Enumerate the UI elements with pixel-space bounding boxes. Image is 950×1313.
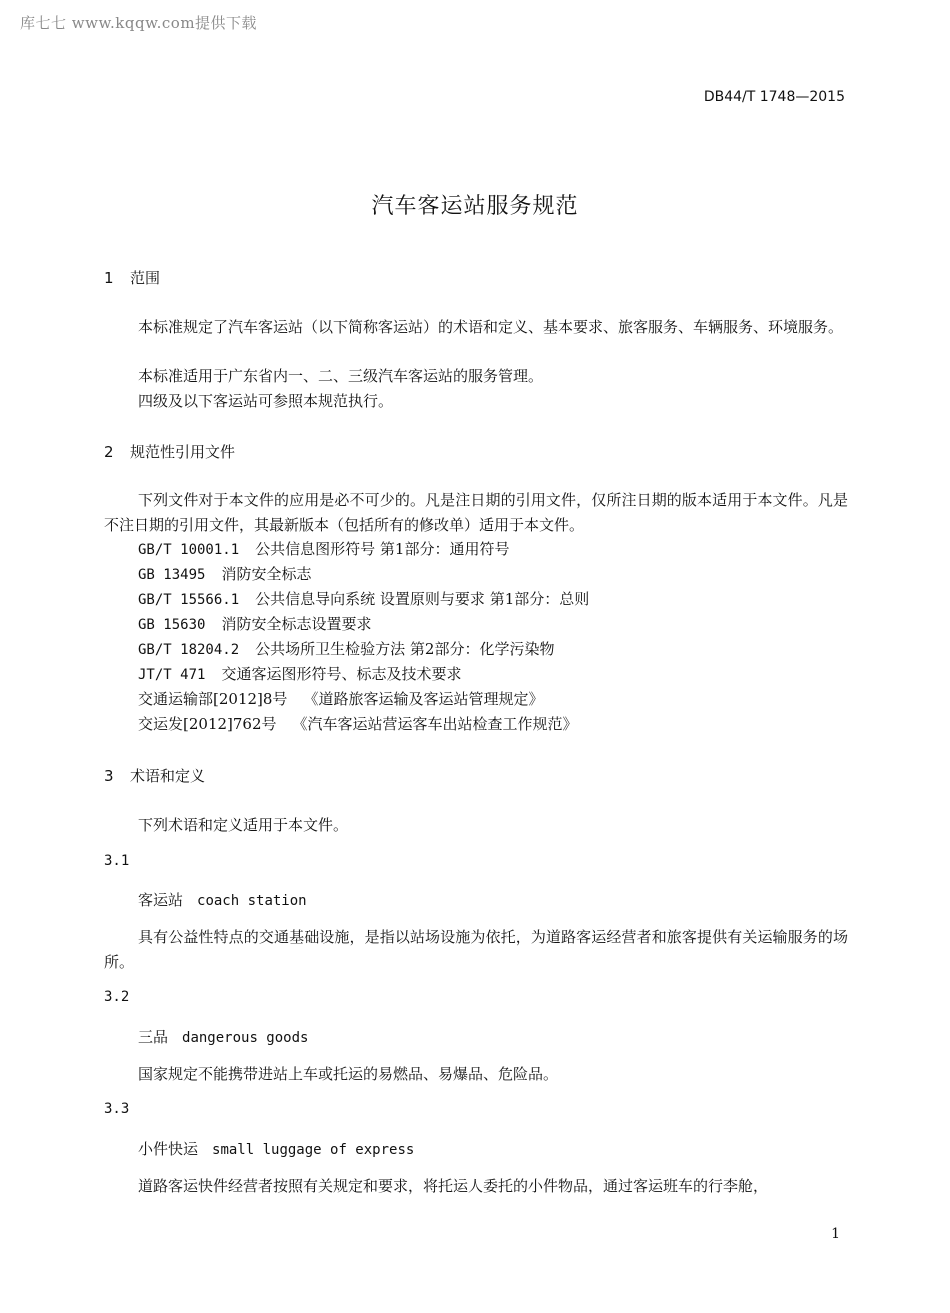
reference-code: JT/T 471 bbox=[138, 667, 206, 683]
section-number: 3 bbox=[104, 767, 114, 785]
reference-code: 交运发[2012]762号 bbox=[138, 715, 277, 733]
reference-item bbox=[138, 688, 543, 709]
paragraph: 本标准规定了汽车客运站（以下简称客运站）的术语和定义、基本要求、旅客服务、车辆服务、环境服务。 bbox=[138, 318, 844, 336]
reference-code: GB/T 15566.1 bbox=[138, 592, 240, 608]
paragraph: 下列术语和定义适用于本文件。 bbox=[138, 816, 349, 834]
section-title: 规范性引用文件 bbox=[130, 443, 236, 461]
term-cn: 小件快运 bbox=[138, 1140, 199, 1158]
reference-item bbox=[138, 638, 554, 659]
term-cn: 客运站 bbox=[138, 891, 184, 909]
reference-title: 消防安全标志 bbox=[221, 565, 312, 583]
reference-title: 公共信息图形符号 第1部分：通用符号 bbox=[255, 540, 510, 558]
reference-item bbox=[138, 563, 311, 584]
reference-item bbox=[138, 713, 578, 734]
term-definition: 国家规定不能携带进站上车或托运的易燃品、易爆品、危险品。 bbox=[138, 1065, 559, 1083]
section-title: 术语和定义 bbox=[130, 767, 206, 785]
section-title: 范围 bbox=[130, 269, 161, 287]
section-heading-scope bbox=[104, 267, 160, 288]
reference-code: GB/T 18204.2 bbox=[138, 642, 240, 658]
subsection-number: 3.1 bbox=[104, 853, 130, 869]
reference-code: 交通运输部[2012]8号 bbox=[138, 690, 288, 708]
term-en: coach station bbox=[197, 893, 307, 909]
term-entry bbox=[138, 1138, 414, 1159]
reference-code: GB 13495 bbox=[138, 567, 206, 583]
page-title: 汽车客运站服务规范 bbox=[371, 194, 579, 219]
term-definition: 道路客运快件经营者按照有关规定和要求，将托运人委托的小件物品，通过客运班车的行李舱， bbox=[138, 1177, 769, 1195]
term-definition: 具有公益性特点的交通基础设施，是指以站场设施为依托，为道路客运经营者和旅客提供有关运输服务的场所。 bbox=[104, 928, 848, 971]
paragraph: 本标准适用于广东省内一、二、三级汽车客运站的服务管理。 bbox=[138, 367, 544, 385]
section-heading-normative-references bbox=[104, 441, 235, 462]
term-entry bbox=[138, 889, 307, 910]
reference-title: 《汽车客运站营运客车出站检查工作规范》 bbox=[292, 715, 578, 733]
term-cn: 三品 bbox=[138, 1028, 169, 1046]
page-number: 1 bbox=[831, 1226, 840, 1242]
section-number: 1 bbox=[104, 269, 114, 287]
watermark: 库七七 www.kqqw.com提供下载 bbox=[20, 14, 258, 32]
document-number: DB44/T 1748—2015 bbox=[703, 89, 845, 105]
reference-title: 公共场所卫生检验方法 第2部分：化学污染物 bbox=[255, 640, 555, 658]
reference-title: 公共信息导向系统 设置原则与要求 第1部分：总则 bbox=[255, 590, 590, 608]
reference-title: 《道路旅客运输及客运站管理规定》 bbox=[303, 690, 544, 708]
reference-item bbox=[138, 588, 589, 609]
reference-item bbox=[138, 538, 509, 559]
reference-item bbox=[138, 613, 371, 634]
subsection-number: 3.2 bbox=[104, 989, 130, 1005]
term-en: dangerous goods bbox=[182, 1030, 309, 1046]
reference-code: GB 15630 bbox=[138, 617, 206, 633]
paragraph: 下列文件对于本文件的应用是必不可少的。凡是注日期的引用文件，仅所注日期的版本适用于本文件。凡是不注日期的引用文件，其最新版本（包括所有的修改单）适用于本文件。 bbox=[104, 491, 848, 534]
section-number: 2 bbox=[104, 443, 114, 461]
section-heading-terms bbox=[104, 765, 205, 786]
reference-item bbox=[138, 663, 461, 684]
subsection-number: 3.3 bbox=[104, 1101, 130, 1117]
reference-title: 消防安全标志设置要求 bbox=[221, 615, 372, 633]
reference-code: GB/T 10001.1 bbox=[138, 542, 240, 558]
paragraph: 四级及以下客运站可参照本规范执行。 bbox=[138, 392, 394, 410]
term-en: small luggage of express bbox=[212, 1142, 415, 1158]
reference-title: 交通客运图形符号、标志及技术要求 bbox=[221, 665, 462, 683]
term-entry bbox=[138, 1026, 308, 1047]
